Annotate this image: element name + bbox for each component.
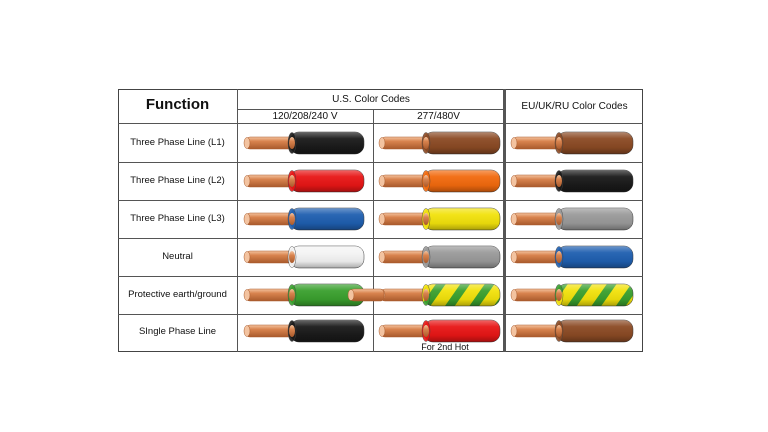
row-label-ground: Protective earth/ground bbox=[128, 289, 227, 300]
wire-red-us_a-row2 bbox=[244, 170, 364, 192]
wire-black-us_a-row1 bbox=[244, 132, 364, 154]
row-label-single-phase: SIngle Phase Line bbox=[138, 326, 217, 337]
wire-grey-eu-row3 bbox=[511, 208, 633, 230]
row-label-l1: Three Phase Line (L1) bbox=[130, 137, 225, 148]
us-voltage-120-208-240-header: 120/208/240 V bbox=[272, 111, 338, 122]
row-label-l2: Three Phase Line (L2) bbox=[130, 175, 225, 186]
wire-red-us_b-row6 bbox=[379, 320, 500, 342]
wire-grey-us_b-row4 bbox=[379, 246, 500, 268]
wire-blue-us_a-row3 bbox=[244, 208, 364, 230]
wire-brown-eu-row6 bbox=[511, 320, 633, 342]
eu-color-codes-header: EU/UK/RU Color Codes bbox=[521, 101, 628, 112]
wire-brown-eu-row1 bbox=[511, 132, 633, 154]
row-label-l3: Three Phase Line (L3) bbox=[130, 213, 225, 224]
wire-green-yellow-us_b-row5 bbox=[379, 284, 500, 306]
wire-green-yellow-eu-row5 bbox=[511, 284, 633, 306]
second-hot-note: For 2nd Hot bbox=[421, 342, 469, 352]
wire-orange-us_b-row2 bbox=[379, 170, 500, 192]
wire-black-eu-row2 bbox=[511, 170, 633, 192]
us-color-codes-header: U.S. Color Codes bbox=[332, 94, 410, 105]
wire-black-us_a-row6 bbox=[244, 320, 364, 342]
bare-copper-stub bbox=[348, 289, 384, 301]
us-voltage-277-480-header: 277/480V bbox=[417, 111, 460, 122]
wire-green-us_a-row5 bbox=[244, 284, 364, 306]
wire-brown-us_b-row1 bbox=[379, 132, 500, 154]
wire-blue-eu-row4 bbox=[511, 246, 633, 268]
wire-white-us_a-row4 bbox=[244, 246, 364, 268]
wire-yellow-us_b-row3 bbox=[379, 208, 500, 230]
function-header: Function bbox=[145, 96, 210, 113]
row-label-neutral: Neutral bbox=[162, 251, 193, 262]
